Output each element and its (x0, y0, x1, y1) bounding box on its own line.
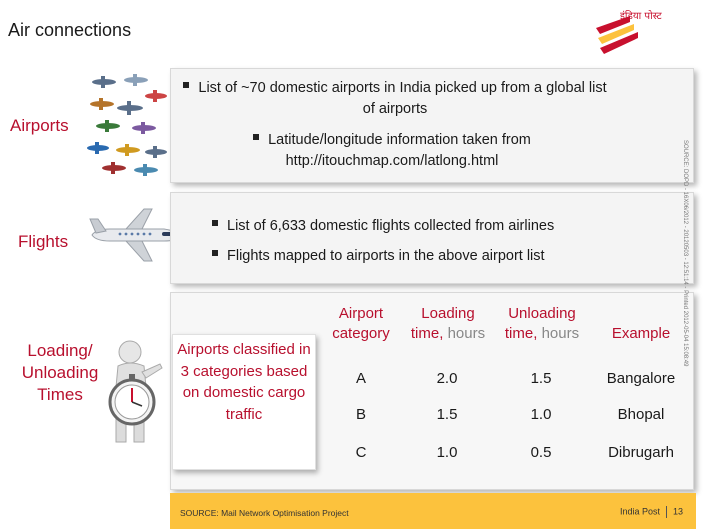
row-c-category: C (355, 444, 367, 461)
row-a-unloading: 1.5 (530, 370, 552, 387)
bullet-marker (212, 250, 218, 256)
header-line: Unloading (508, 305, 576, 322)
bullet-text: Flights mapped to airports in the above airport list (227, 248, 545, 264)
header-unloading-time (490, 304, 594, 344)
row-a-category: A (355, 370, 366, 387)
footer-brand: India Post (620, 506, 661, 517)
loading-label: Loading/ Unloading Times (21, 341, 99, 404)
bullet-marker (212, 220, 218, 226)
header-airport-category (322, 304, 400, 344)
airplanes-cluster-image (84, 68, 170, 178)
row-c-example: Dibrugarh (608, 444, 674, 461)
row-b-unloading: 1.0 (530, 406, 552, 423)
header-unit: hours (447, 325, 486, 342)
flights-panel (170, 192, 694, 284)
header-line: time, (410, 325, 444, 342)
airports-label: Airports (10, 116, 69, 135)
bullet-text: List of 6,633 domestic flights collected from airlines (227, 218, 555, 234)
flights-label: Flights (18, 232, 69, 251)
category-callout: Airports classified in 3 categories based on domestic cargo traffic (172, 334, 316, 470)
row-b-category: B (355, 406, 366, 423)
header-line: Loading (421, 305, 475, 322)
person-stopwatch-image (100, 338, 170, 448)
airports-bullet-2 (212, 130, 572, 172)
row-c-unloading: 0.5 (530, 444, 552, 461)
logo-text: इंडिया पोस्ट (620, 11, 662, 22)
bullet-marker (253, 134, 259, 140)
bullet-marker (183, 82, 189, 88)
page-number: 13 (673, 506, 684, 517)
footer-divider (666, 506, 667, 518)
jet-airplane-image (86, 205, 182, 265)
row-b-loading: 1.5 (436, 406, 458, 423)
airports-bullet-1 (180, 78, 610, 120)
header-line: category (332, 325, 390, 342)
row-a-loading: 2.0 (436, 370, 458, 387)
page-info (620, 506, 683, 518)
bullet-text: List of ~70 domestic airports in India picked up from a global list of airports (198, 80, 607, 117)
header-loading-time (398, 304, 498, 344)
slide-title: Air connections (8, 20, 132, 40)
row-c-loading: 1.0 (436, 444, 458, 461)
header-example: Example (611, 325, 671, 342)
flights-bullet-1 (212, 216, 612, 237)
source-note: SOURCE: Mail Network Optimisation Project (180, 508, 349, 518)
flights-bullet-2 (212, 246, 612, 267)
header-unit: hours (541, 325, 580, 342)
bullet-text: Latitude/longitude information taken from http://itouchmap.com/latlong.html (268, 132, 531, 169)
row-b-example: Bhopal (617, 406, 665, 423)
side-note: SOURCE: DOPD - 16X06/2012 - 20120503 - 12:51:14 - Printed 2012-05-04 15:08:49 (682, 140, 688, 367)
row-a-example: Bangalore (606, 370, 676, 387)
header-line: Airport (338, 305, 384, 322)
header-line: time, (504, 325, 538, 342)
